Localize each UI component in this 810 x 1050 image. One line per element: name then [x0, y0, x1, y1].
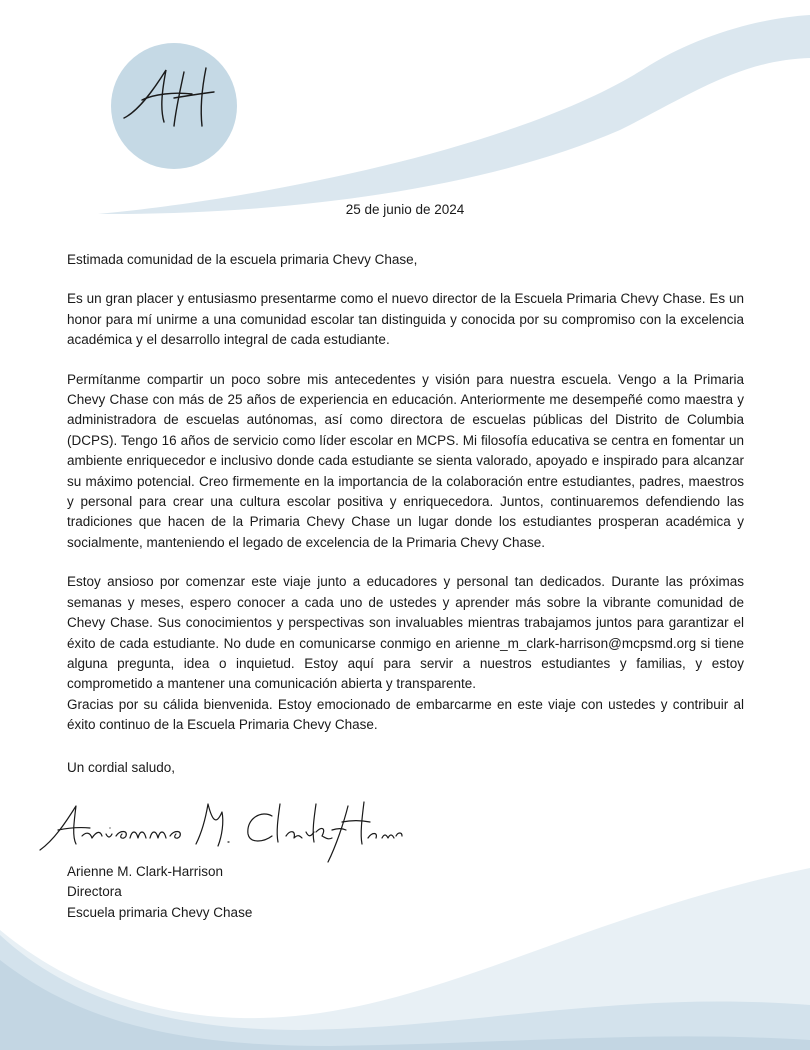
monogram-circle	[111, 43, 237, 169]
signer-school: Escuela primaria Chevy Chase	[67, 904, 253, 920]
closing: Un cordial saludo,	[67, 759, 176, 775]
signer-name: Arienne M. Clark-Harrison	[67, 864, 224, 879]
paragraph: Estoy ansioso por comenzar este viaje junto a educadores y personal tan dedicados. Durante las próximas semanas y meses, espero conocer a cada uno de ustedes y aprender más sobre la vibrante comunidad de Chevy Chase. Sus conocimientos y perspectivas son invaluables mientras trabajamos juntos para garantizar el éxito de cada estudiante. No dude en comunicarse conmigo en arienne_m_clark-harrison@mcpsmd.org si tiene alguna pregunta, idea o inquietud. Estoy aquí para servir a nuestros estudiantes y familias, y estoy comprometido a mantener una comunicación abierta y transparente.	[67, 574, 744, 692]
paragraph: Gracias por su cálida bienvenida. Estoy emocionado de embarcarme en este viaje con ustedes y contribuir al éxito continuo de la Escuela Primaria Chevy Chase.	[67, 696, 744, 733]
handwritten-signature	[36, 792, 406, 866]
monogram-logo	[104, 36, 244, 176]
letter-body	[67, 250, 744, 797]
signer-title: Directora	[67, 884, 122, 900]
letter-date: 25 de junio de 2024	[345, 202, 465, 217]
paragraph: Es un gran placer y entusiasmo presentarme como el nuevo director de la Escuela Primaria Chevy Chase. Es un honor para mí unirme a una comunidad escolar tan distinguida y conocida por su compromiso con la excelencia académica y el desarrollo integral de cada estudiante.	[67, 291, 744, 348]
salutation: Estimada comunidad de la escuela primaria Chevy Chase,	[67, 252, 418, 267]
paragraph: Permítanme compartir un poco sobre mis antecedentes y visión para nuestra escuela. Vengo a la Primaria Chevy Chase con más de 25 años de experiencia en educación. Anteriormente me desempeñé como maestra y administradora de escuelas autónomas, así como directora de escuelas públicas del Distrito de Columbia (DCPS). Tengo 16 años de servicio como líder escolar en MCPS. Mi filosofía educativa se centra en fomentar un ambiente enriquecedor e inclusivo donde cada estudiante se sienta valorado, apoyado e inspirado para alcanzar su máximo potencial. Creo firmemente en la importancia de la colaboración entre estudiantes, padres, maestros y personal para crear una cultura escolar positiva y enriquecedora. Juntos, continuaremos defendiendo las tradiciones que hacen de la Primaria Chevy Chase un lugar donde los estudiantes prosperan académica y socialmente, manteniendo el legado de excelencia de la Primaria Chevy Chase.	[67, 371, 744, 550]
signature-block	[67, 862, 252, 923]
